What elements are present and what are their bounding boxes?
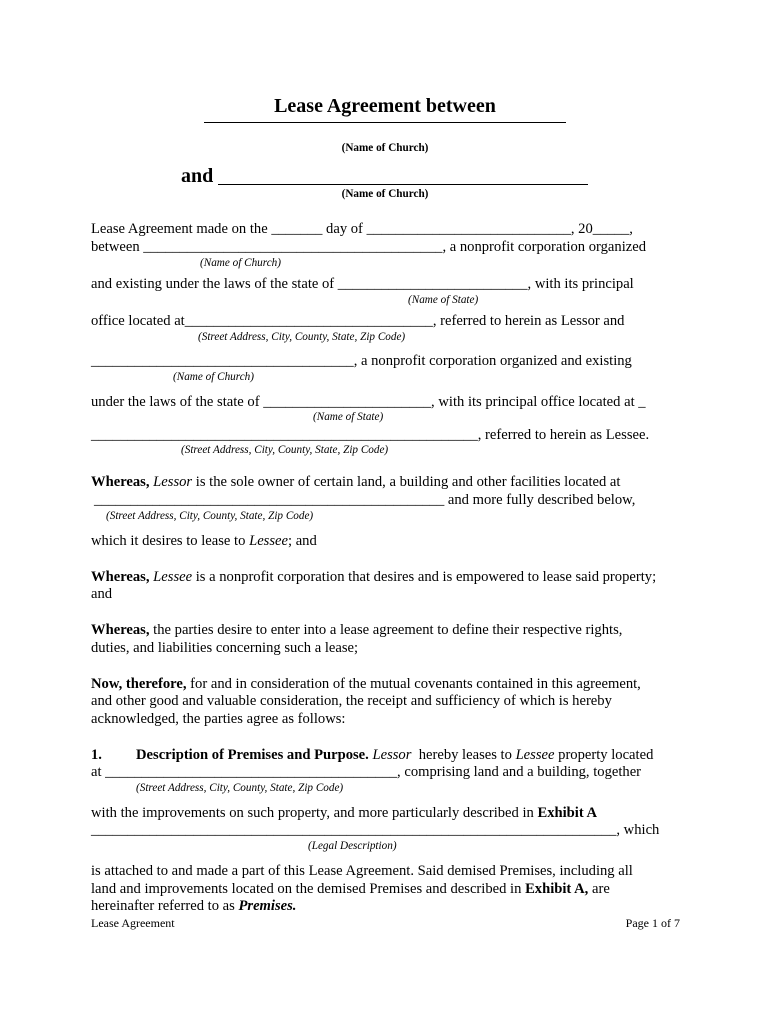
caption-lessee-church: (Name of Church) (173, 371, 254, 383)
page-footer (91, 916, 680, 930)
now-therefore-text: for and in consideration of the mutual covenants contained in this agreement, (190, 676, 641, 692)
intro-line-6: under the laws of the state of _______________________, with its principal office located at _ (91, 394, 646, 410)
church-name-blank-1 (204, 122, 566, 123)
caption-lessor-state: (Name of State) (408, 294, 479, 306)
whereas-1-lessee: Lessee (249, 533, 288, 549)
now-therefore-line-3: acknowledged, the parties agree as follows: (91, 711, 346, 727)
whereas-2-lessee: Lessee (153, 569, 193, 585)
section-1-l3a: with the improvements on such property, and more particularly described in (91, 805, 534, 821)
caption-lessee-state: (Name of State) (313, 411, 384, 423)
whereas-1-l3a: which it desires to lease to (91, 533, 246, 549)
section-1-premises: Premises. (238, 898, 297, 914)
section-1-t1: hereby leases to (418, 747, 512, 763)
intro-line-2: between _________________________________________, a nonprofit corporation organized (91, 239, 647, 255)
caption-lessee-address: (Street Address, City, County, State, Zip Code) (181, 444, 389, 456)
and-line (181, 164, 213, 188)
whereas-3-line-1 (91, 622, 680, 639)
section-1-line-2: at ________________________________________, comprising land and a building, together (91, 764, 642, 780)
caption-section-1-address: (Street Address, City, County, State, Zip Code) (136, 782, 344, 794)
whereas-2-line-1 (91, 569, 680, 586)
and-word: and (181, 165, 214, 187)
section-1-exhibit-a: Exhibit A (537, 805, 598, 821)
whereas-1-line-2: ________________________________________________ and more fully described below, (94, 492, 636, 508)
section-1-l6a: land and improvements located on the demised Premises and described in (91, 881, 522, 897)
whereas-3-line-2: duties, and liabilities concerning such a lease; (91, 640, 359, 656)
section-1-line-5: is attached to and made a part of this Lease Agreement. Said demised Premises, including all (91, 863, 633, 879)
section-1-number: 1. (91, 747, 102, 763)
whereas-1-keyword: Whereas, (91, 474, 150, 490)
section-1-line-7 (91, 898, 680, 915)
intro-line-3: and existing under the laws of the state of __________________________, with its principal (91, 276, 634, 292)
whereas-1-line-1 (91, 474, 680, 491)
intro-line-4: office located at__________________________________, referred to herein as Lessor and (91, 313, 625, 329)
section-1-line-6 (91, 881, 680, 898)
footer-title: Lease Agreement (91, 916, 175, 930)
whereas-2-keyword: Whereas, (91, 569, 150, 585)
section-1-lessee: Lessee (515, 747, 555, 763)
now-therefore-line-2: and other good and valuable consideration, the receipt and sufficiency of which is hereby (91, 693, 612, 709)
whereas-1-l3b: ; and (288, 533, 317, 549)
whereas-2-text: is a nonprofit corporation that desires and is empowered to lease said property; (195, 569, 657, 585)
section-1-line-1 (91, 747, 680, 764)
now-therefore-keyword: Now, therefore, (91, 676, 187, 692)
document-title: Lease Agreement between (274, 95, 496, 117)
section-1-exhibit-a-2: Exhibit A, (525, 881, 589, 897)
church-name-blank-2 (218, 184, 588, 185)
intro-line-5: ____________________________________, a nonprofit corporation organized and existing (91, 353, 632, 369)
whereas-1-lessor: Lessor (153, 474, 193, 490)
section-1-line-3 (91, 805, 680, 822)
caption-lessor-address: (Street Address, City, County, State, Zip Code) (198, 331, 406, 343)
footer-page-number: Page 1 of 7 (625, 916, 680, 930)
church-name-caption-1: (Name of Church) (341, 142, 429, 154)
whereas-3-text: the parties desire to enter into a lease agreement to define their respective rights, (153, 622, 623, 638)
caption-legal-description: (Legal Description) (308, 840, 397, 852)
whereas-2-line-2: and (91, 586, 113, 602)
church-name-caption-2: (Name of Church) (341, 188, 429, 200)
section-1-line-4: ________________________________________________________________________, which (91, 822, 660, 838)
whereas-1-text: is the sole owner of certain land, a building and other facilities located at (195, 474, 621, 490)
section-1-heading: Description of Premises and Purpose. (136, 747, 369, 763)
caption-premises-address: (Street Address, City, County, State, Zip Code) (106, 510, 314, 522)
intro-line-1: Lease Agreement made on the _______ day of ____________________________, 20_____, (91, 221, 633, 237)
intro-line-7: _____________________________________________________, referred to herein as Lessee. (91, 427, 650, 443)
section-1-t2: property located (558, 747, 654, 763)
section-1-l7a: hereinafter referred to as (91, 898, 235, 914)
whereas-1-line-3 (91, 533, 680, 550)
section-1-l6c: are (591, 881, 610, 897)
section-1-lessor: Lessor (372, 747, 412, 763)
whereas-3-keyword: Whereas, (91, 622, 150, 638)
caption-lessor-church: (Name of Church) (200, 257, 281, 269)
now-therefore-line-1 (91, 676, 680, 693)
